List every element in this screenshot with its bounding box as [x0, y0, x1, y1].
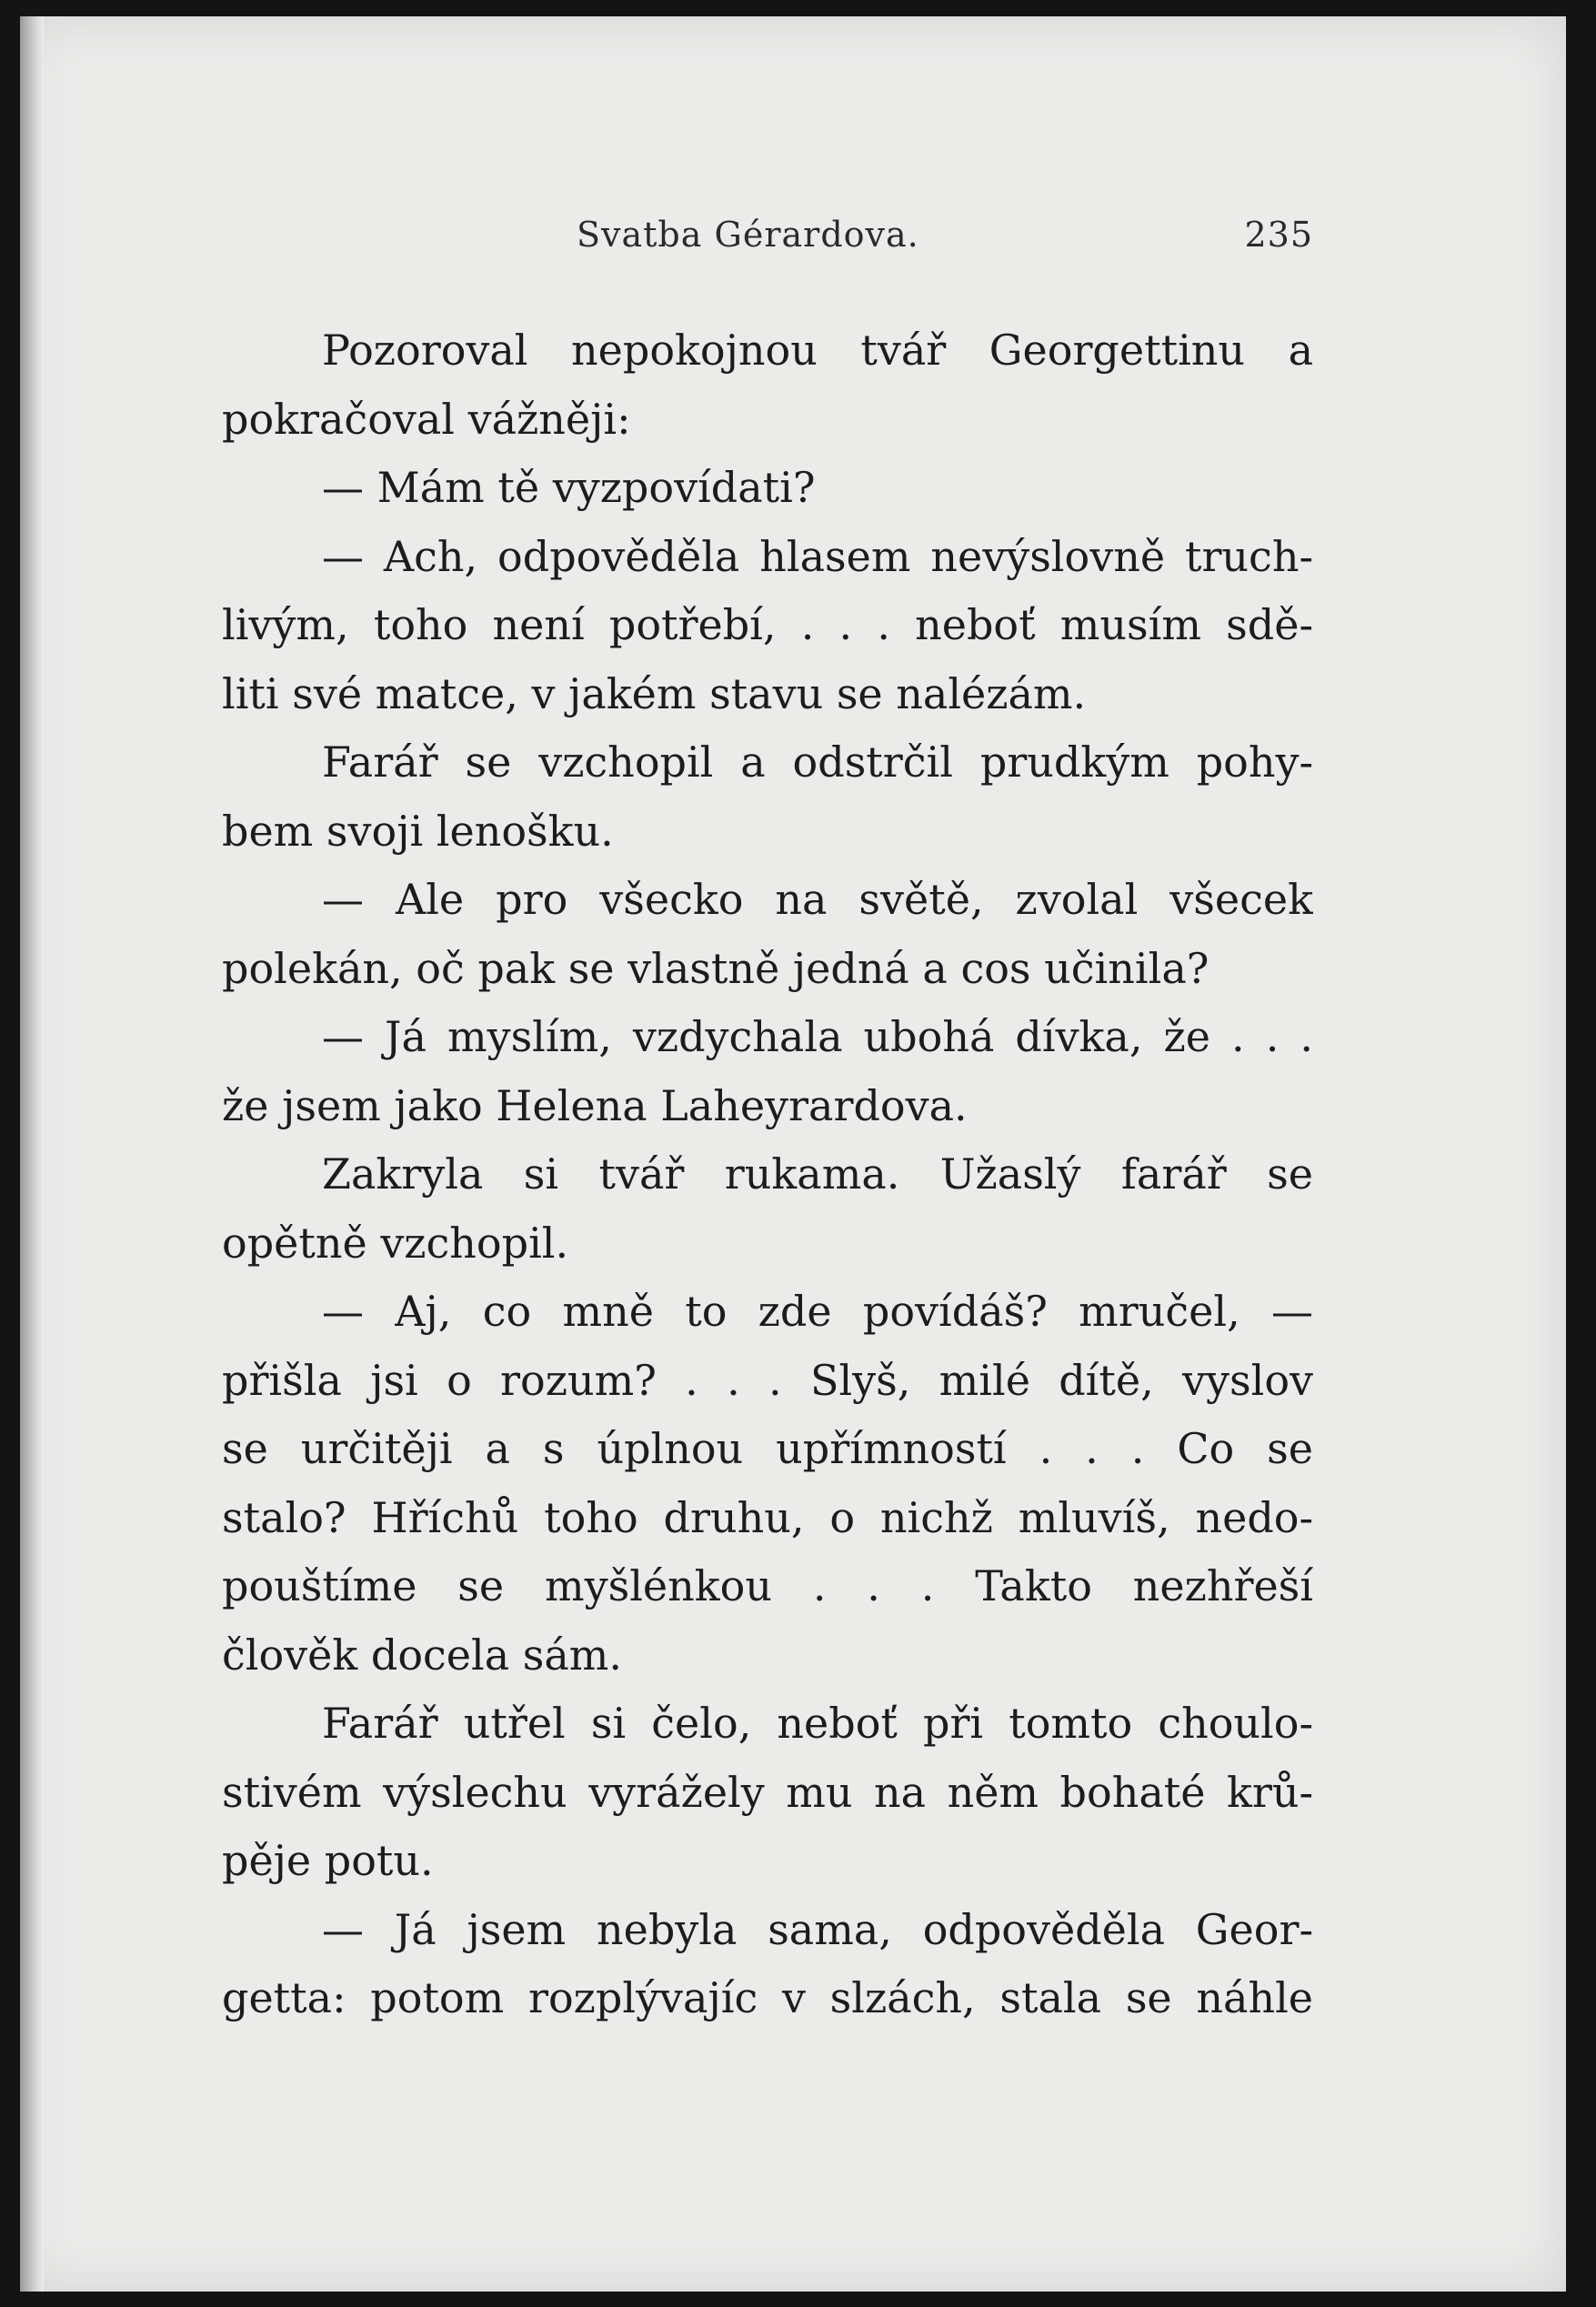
- text-line: liti své matce, v jakém stavu se nalézám.: [222, 668, 1087, 718]
- text-line: Farář se vzchopil a odstrčil prudkým pohy-: [322, 737, 1313, 787]
- text-line: pouštíme se myšlénkou . . . Takto nezhřeší: [222, 1561, 1313, 1610]
- page-number: 235: [1244, 215, 1313, 255]
- text-line: přišla jsi o rozum? . . . Slyš, milé dítě, vyslov: [222, 1355, 1313, 1405]
- text-line: pěje potu.: [222, 1836, 434, 1885]
- text-line: getta: potom rozplývajíc v slzách, stala se náhle: [222, 1973, 1313, 2022]
- text-line: stalo? Hříchů toho druhu, o nichž mluvíš, nedo-: [222, 1492, 1313, 1542]
- text-line: polekán, oč pak se vlastně jedná a cos učinila?: [222, 943, 1210, 993]
- text-line: Pozoroval nepokojnou tvář Georgettinu a: [322, 326, 1313, 375]
- text-line: Farář utřel si čelo, neboť při tomto choulo-: [322, 1699, 1313, 1748]
- text-line: livým, toho není potřebí, . . . neboť musím sdě-: [222, 600, 1313, 649]
- body-text: [222, 316, 1313, 2033]
- text-line: — Já jsem nebyla sama, odpověděla Geor-: [322, 1904, 1313, 1954]
- text-line: že jsem jako Helena Laheyrardova.: [222, 1080, 968, 1130]
- text-line: člověk docela sám.: [222, 1630, 623, 1680]
- text-line: — Mám tě vyzpovídati?: [322, 463, 816, 512]
- text-line: — Já myslím, vzdychala ubohá dívka, že . . .: [322, 1012, 1313, 1061]
- text-line: pokračoval vážněji:: [222, 394, 631, 444]
- running-title: Svatba Gérardova.: [577, 215, 919, 255]
- text-line: opětně vzchopil.: [222, 1218, 569, 1268]
- text-line: — Ach, odpověděla hlasem nevýslovně truch-: [322, 531, 1313, 581]
- text-line: stivém výslechu vyrážely mu na něm bohaté krů-: [222, 1767, 1313, 1817]
- page-header: [577, 207, 1313, 262]
- text-line: Zakryla si tvář rukama. Užaslý farář se: [322, 1149, 1313, 1199]
- text-line: se určitěji a s úplnou upřímností . . . Co se: [222, 1424, 1313, 1473]
- book-page: [20, 16, 1566, 2292]
- text-line: — Aj, co mně to zde povídáš? mručel, —: [322, 1287, 1313, 1336]
- page-gutter-shadow: [20, 16, 44, 2292]
- text-line: — Ale pro všecko na světě, zvolal všecek: [322, 875, 1313, 924]
- text-line: bem svoji lenošku.: [222, 806, 614, 856]
